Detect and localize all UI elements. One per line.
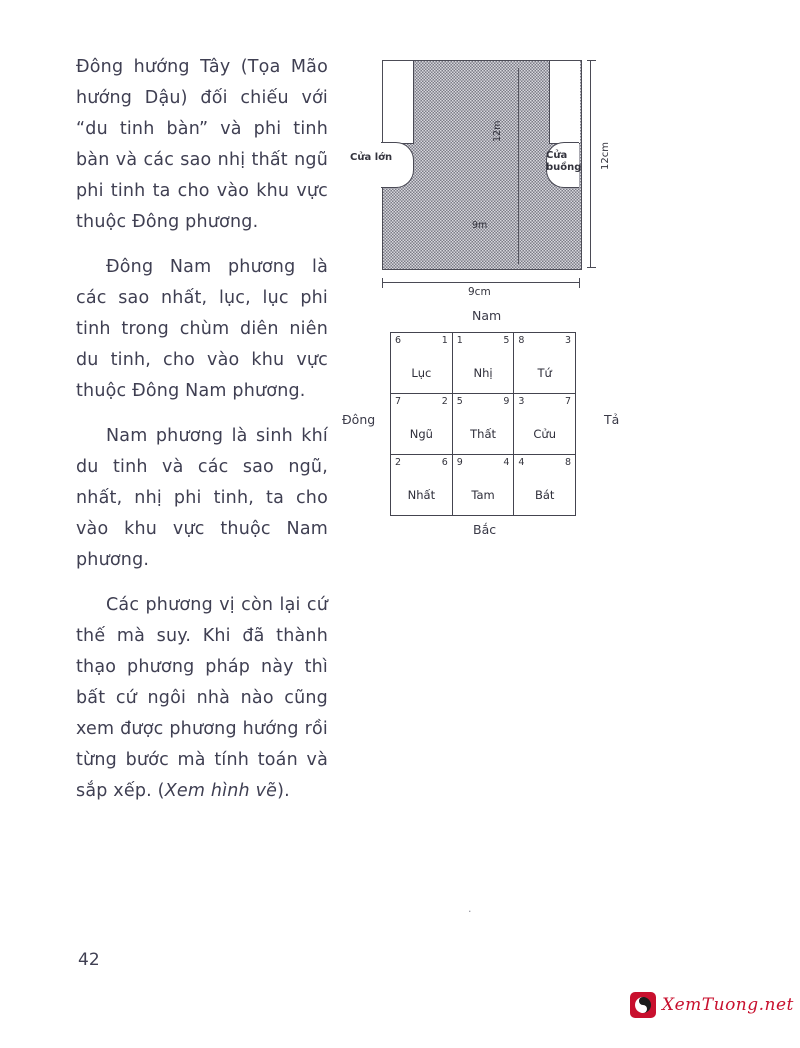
grid-cell-top-right-number: 3 xyxy=(564,335,571,346)
watermark-text: XemTuong.net xyxy=(662,995,794,1015)
grid-cell-top-right-number: 6 xyxy=(441,457,448,468)
grid-cell xyxy=(452,333,514,394)
page-number: 42 xyxy=(78,950,100,970)
grid-cell-top-left-number: 4 xyxy=(518,457,525,468)
paragraph-3: Nam phương là sinh khí du tinh và các sao ngũ, nhất, nhị phi tinh, ta cho vào khu vực thuộc Nam phương. xyxy=(76,426,328,570)
body-text-column xyxy=(76,52,328,821)
grid-cell-top-left-number: 6 xyxy=(395,335,402,346)
grid-cell-label: Tứ xyxy=(537,366,552,380)
grid-direction-bottom: Bắc xyxy=(473,522,497,537)
grid-cell xyxy=(452,455,514,516)
grid-direction-top: Nam xyxy=(472,308,502,323)
label-dimension-width: 9cm xyxy=(468,286,491,298)
label-inner-vertical-dimension: 12m xyxy=(492,120,503,142)
grid-cell-top-right-number: 7 xyxy=(564,396,571,407)
label-dimension-height: 12cm xyxy=(600,142,611,170)
grid-cell xyxy=(391,455,453,516)
grid-cell-top-left-number: 8 xyxy=(518,335,525,346)
grid-cell xyxy=(452,394,514,455)
flying-star-table xyxy=(390,332,576,516)
paragraph-4 xyxy=(76,590,328,807)
paragraph-2: Đông Nam phương là các sao nhất, lục, lục phi tinh trong chùm diên niên du tinh, cho vào khu vực thuộc Đông Nam phương. xyxy=(76,257,328,401)
grid-cell-top-left-number: 9 xyxy=(456,457,463,468)
grid-cell xyxy=(391,333,453,394)
dimension-line-right xyxy=(590,60,591,268)
figure-flying-star-grid xyxy=(340,300,630,550)
grid-cell-top-right-number: 5 xyxy=(503,335,510,346)
grid-cell xyxy=(514,455,576,516)
grid-cell-label: Nhị xyxy=(473,366,493,380)
grid-cell xyxy=(391,394,453,455)
grid-cell-top-right-number: 4 xyxy=(503,457,510,468)
paragraph-4-italic: Xem hình vẽ xyxy=(164,781,278,801)
grid-cell-top-left-number: 2 xyxy=(395,457,402,468)
grid-direction-right: Tả xyxy=(604,412,620,427)
yin-yang-icon xyxy=(630,992,656,1018)
grid-cell-top-right-number: 1 xyxy=(441,335,448,346)
dimension-line-bottom xyxy=(382,282,580,283)
grid-cell-top-right-number: 9 xyxy=(503,396,510,407)
label-door-left: Cửa lớn xyxy=(350,152,393,163)
paragraph-4-text-after: ). xyxy=(277,781,290,801)
floor-plan-inner-divider xyxy=(518,68,519,264)
label-door-right: Cửa buồng xyxy=(546,150,582,173)
paragraph-4-text: Các phương vị còn lại cứ thế mà suy. Khi đã thành thạo phương pháp này thì bất cứ ngôi nhà nào cũng xem được phương hướng rồi từng bước mà tính toán và sắp xếp. ( xyxy=(76,595,328,801)
door-notch-left xyxy=(381,142,414,188)
figure-floor-plan xyxy=(350,50,611,298)
grid-cell-label: Tam xyxy=(471,488,495,502)
floor-plan-top-right-cut xyxy=(549,61,580,144)
stray-print-mark: · xyxy=(468,905,472,918)
table-row xyxy=(391,333,576,394)
table-row xyxy=(391,394,576,455)
label-inner-horizontal-dimension: 9m xyxy=(472,220,488,231)
grid-cell-top-right-number: 8 xyxy=(564,457,571,468)
grid-cell-top-left-number: 3 xyxy=(518,396,525,407)
grid-cell-top-right-number: 2 xyxy=(441,396,448,407)
grid-cell-top-left-number: 5 xyxy=(456,396,463,407)
grid-cell-top-left-number: 7 xyxy=(395,396,402,407)
site-watermark xyxy=(630,992,794,1018)
grid-cell-label: Cửu xyxy=(533,427,556,441)
table-row xyxy=(391,455,576,516)
grid-cell xyxy=(514,333,576,394)
grid-cell-label: Bát xyxy=(534,488,555,502)
paragraph-1: Đông hướng Tây (Tọa Mão hướng Dậu) đối chiếu với “du tinh bàn” và phi tinh bàn và các sao nhị thất ngũ phi tinh ta cho vào khu vực thuộc Đông phương. xyxy=(76,57,328,232)
grid-direction-left: Đông xyxy=(342,412,376,427)
grid-cell-label: Nhất xyxy=(407,488,436,502)
grid-cell-label: Ngũ xyxy=(409,427,433,441)
grid-cell-top-left-number: 1 xyxy=(456,335,463,346)
grid-cell-label: Thất xyxy=(470,427,496,441)
floor-plan-top-left-cut xyxy=(383,61,414,144)
grid-cell xyxy=(514,394,576,455)
grid-cell-label: Lục xyxy=(411,366,432,380)
